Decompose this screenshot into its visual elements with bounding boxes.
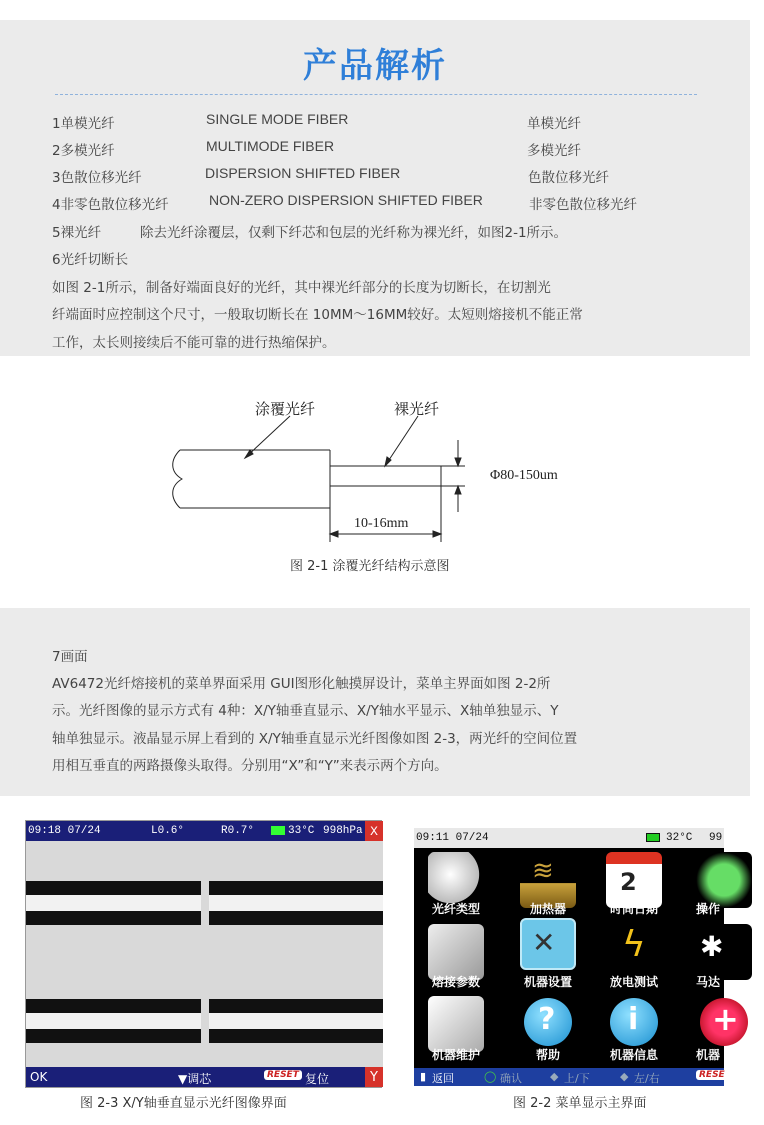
- cleave-line-2: 纤端面时应控制这个尺寸，一般取切断长在 10MM～16MM较好。太短则熔接机不能正常: [52, 307, 583, 323]
- term-3-cn2: 色散位移光纤: [528, 170, 609, 186]
- maintenance-icon[interactable]: [428, 996, 484, 1052]
- menu-item-splice-params[interactable]: 熔接参数: [431, 975, 480, 989]
- screen-line-3: 轴单独显示。液晶显示屏上看到的 X/Y轴垂直显示光纤图像如图 2-3，两光纤的空间位置: [52, 731, 578, 747]
- leftright-icon: ◆: [620, 1070, 629, 1083]
- menu-item-time-date[interactable]: 时间日期: [609, 902, 658, 916]
- menu-battery-icon: [646, 833, 660, 842]
- updown-button[interactable]: 上/下: [564, 1072, 590, 1085]
- title-divider: [55, 94, 697, 95]
- figure-2-1-caption: 图 2-1 涂覆光纤结构示意图: [290, 559, 450, 574]
- confirm-button[interactable]: 确认: [500, 1072, 522, 1085]
- cleave-line-3: 工作，太长则接续后不能可靠的进行热缩保护。: [52, 335, 336, 351]
- updown-icon: ◆: [550, 1070, 559, 1083]
- y-axis-tag: Y: [365, 1067, 383, 1087]
- diameter-label: Φ80-150um: [490, 468, 558, 483]
- xy-fiber-screen: [25, 820, 382, 1088]
- help-icon[interactable]: [524, 998, 572, 1046]
- coated-fiber-shape: [173, 450, 330, 508]
- x-axis-tag: X: [365, 821, 383, 841]
- back-icon: ▮: [420, 1070, 427, 1083]
- menu-item-machine-settings[interactable]: 机器设置: [523, 975, 572, 989]
- back-button[interactable]: 返回: [432, 1072, 454, 1085]
- term-4-cn: 4非零色散位移光纤: [52, 197, 169, 213]
- xy-time: 09:18 07/24: [28, 825, 101, 837]
- leftright-button[interactable]: 左/右: [634, 1072, 660, 1085]
- term-1-cn2: 单模光纤: [527, 116, 581, 132]
- lightning-glyph: ϟ: [622, 924, 646, 965]
- gear-glyph: ✱: [700, 930, 724, 963]
- screen-heading: 7画面: [52, 649, 88, 665]
- motor-icon[interactable]: [696, 924, 752, 980]
- term-1-en: SINGLE MODE FIBER: [206, 111, 349, 127]
- term-3-cn: 3色散位移光纤: [52, 170, 142, 186]
- page-title: 产品解析: [303, 46, 447, 86]
- xy-right-angle: R0.7°: [221, 825, 255, 837]
- ok-button[interactable]: OK: [30, 1070, 48, 1084]
- term-3-en: DISPERSION SHIFTED FIBER: [205, 165, 401, 181]
- main-menu-screen: [414, 828, 739, 1086]
- cleave-line-1: 如图 2-1所示，制备好端面良好的光纤，其中裸光纤部分的长度为切断长，在切割光: [52, 280, 551, 296]
- xy-pressure: 998hPa: [323, 825, 363, 837]
- length-label: 10-16mm: [354, 516, 409, 531]
- xy-status-bar: [26, 821, 381, 841]
- machine-settings-icon[interactable]: [520, 918, 576, 970]
- info-glyph: i: [628, 1002, 639, 1037]
- menu-item-heater[interactable]: 加热器: [529, 902, 566, 916]
- screen-line-4: 用相互垂直的两路摄像头取得。分别用“X”和“Y”来表示两个方向。: [52, 758, 448, 774]
- figure-2-3-caption: 图 2-3 X/Y轴垂直显示光纤图像界面: [80, 1096, 287, 1111]
- menu-item-machine-info[interactable]: 机器信息: [609, 1048, 658, 1062]
- length-dimension: [330, 486, 441, 542]
- cleave-heading: 6光纤切断长: [52, 252, 129, 268]
- term-4-cn2: 非零色散位移光纤: [529, 197, 637, 213]
- discharge-test-icon[interactable]: [606, 924, 662, 980]
- xy-temp: 33°C: [288, 825, 315, 837]
- menu-bottom-bar: [414, 1068, 724, 1086]
- tools-glyph: ✕: [532, 926, 556, 959]
- screen-line-1: AV6472光纤熔接机的菜单界面采用 GUI图形化触摸屏设计，菜单主界面如图 2-2所: [52, 676, 551, 692]
- menu-item-motor[interactable]: 马达: [696, 975, 721, 989]
- label-leaders: [245, 416, 418, 466]
- battery-icon: [271, 826, 285, 835]
- menu-reset-button[interactable]: RESE: [696, 1070, 728, 1080]
- bare-fiber-shape: [330, 466, 441, 486]
- term-2-en: MULTIMODE FIBER: [206, 138, 335, 154]
- term-2-cn: 2多模光纤: [52, 143, 115, 159]
- fiber-image-area: [26, 841, 383, 1069]
- menu-time: 09:11 07/24: [416, 832, 489, 844]
- menu-pressure: 99: [709, 832, 723, 844]
- xy-left-angle: L0.6°: [151, 825, 185, 837]
- menu-item-discharge-test[interactable]: 放电测试: [609, 975, 658, 989]
- menu-item-fiber-type[interactable]: 光纤类型: [431, 902, 480, 916]
- y-fiber-gap: [201, 999, 209, 1043]
- adjust-core-button[interactable]: ▼调芯: [178, 1072, 212, 1086]
- figure-2-2-caption: 图 2-2 菜单显示主界面: [513, 1096, 647, 1111]
- menu-item-operation[interactable]: 操作: [696, 902, 721, 916]
- menu-item-help[interactable]: 帮助: [535, 1048, 560, 1062]
- reset-badge: RESET: [264, 1070, 302, 1080]
- bare-fiber-diagram-label: 裸光纤: [394, 400, 440, 418]
- menu-temp: 32°C: [666, 832, 693, 844]
- xy-bottom-bar: [26, 1067, 381, 1087]
- screen-line-2: 示。光纤图像的显示方式有 4种：X/Y轴垂直显示、X/Y轴水平显示、X轴单独显示、Y: [52, 703, 559, 719]
- splice-params-icon[interactable]: [428, 924, 484, 980]
- bare-fiber-desc: 除去光纤涂覆层，仅剩下纤芯和包层的光纤称为裸光纤，如图2-1所示。: [140, 225, 568, 241]
- confirm-icon: ◯: [484, 1070, 497, 1083]
- heat-waves-glyph: ≋: [532, 856, 554, 886]
- term-1-cn: 1单模光纤: [52, 116, 115, 132]
- plus-glyph: +: [712, 1000, 739, 1038]
- reset-button[interactable]: 复位: [305, 1072, 330, 1086]
- term-4-en: NON-ZERO DISPERSION SHIFTED FIBER: [209, 192, 483, 208]
- diameter-dimension: [441, 440, 465, 512]
- calendar-day: 2: [620, 868, 637, 896]
- menu-status-bar: [414, 828, 724, 848]
- x-fiber-gap: [201, 881, 209, 925]
- question-glyph: ?: [538, 1002, 556, 1037]
- bare-fiber-label: 5裸光纤: [52, 225, 102, 241]
- coated-fiber-label: 涂覆光纤: [255, 400, 316, 418]
- machine-info-icon[interactable]: [610, 998, 658, 1046]
- term-2-cn2: 多模光纤: [527, 143, 581, 159]
- menu-item-machine-extra[interactable]: 机器: [696, 1048, 721, 1062]
- menu-item-maintenance[interactable]: 机器维护: [431, 1048, 480, 1062]
- machine-extra-icon[interactable]: [700, 998, 748, 1046]
